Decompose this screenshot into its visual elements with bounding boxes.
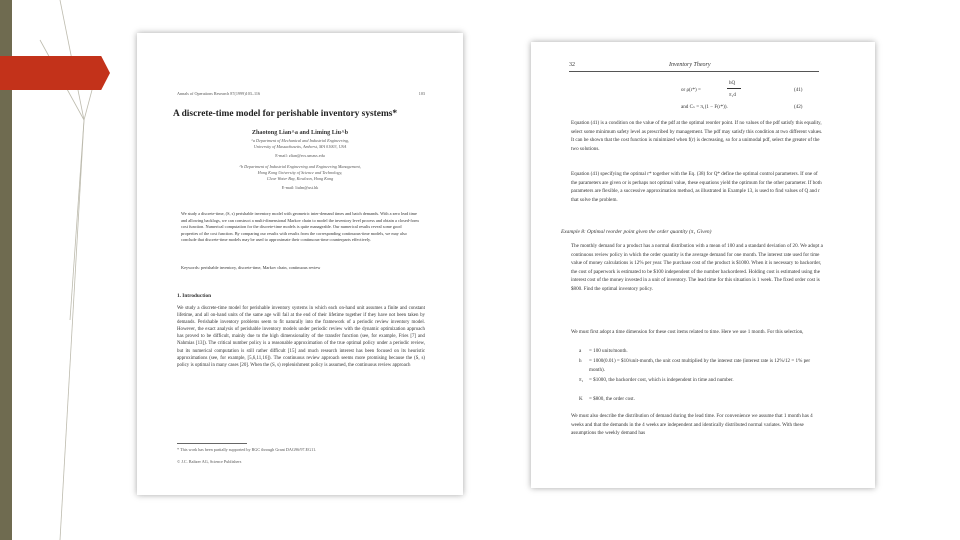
- keywords: Keywords: perishable inventory, discrete-time, Markov chain, continuous review: [181, 265, 321, 270]
- eq42: and Cₛ = π₁(1 − F(r*)).: [681, 104, 728, 110]
- abstract: We study a discrete-time, (S, s) perishable inventory model with geometric inter-demand times and batch demands. With a zero lead time and allowing backlogs, we can construct a multi-dimensional Markov chain to model the inventory level process and obtain a closed-form cost function. Numerical computation for the discrete-time models is quite manageable. Our numerical results reveal some good properties of the cost function. By comparing our results with results from the corresponding continuous-time models, we may also conclude that discrete-time models may be used to approximate their continuous-time counterparts effectively.: [181, 211, 419, 243]
- eq41-fraction-bar: [727, 88, 741, 89]
- affiliation-a-line1: ^a Department of Mechanical and Industrial Engineering,: [251, 138, 349, 143]
- red-accent-arrow: [0, 56, 110, 90]
- paragraph-3: The monthly demand for a product has a normal distribution with a mean of 100 and a standard deviation of 20. We adopt a continuous review policy in which the order quantity is the average demand for one month. The interest rate used for time value of money calculations is 12% per year. The purchase cost of the product is $1000. When it is necessary to backorder, the cost of paperwork is estimated to be $100 independent of the number backordered. Holding cost is estimated using the interest cost of the money invested in a unit of inventory. The lead time for this situation is 1 week. The fixed order cost is $800. Find the optimal inventory policy.: [571, 243, 823, 292]
- page-number: 103: [418, 91, 425, 96]
- email-b: E-mail: liulm@ust.hk: [281, 185, 319, 190]
- eq41-numerator: hQ: [729, 80, 736, 86]
- paragraph-2: Equation (41) specifying the optimal r* together with the Eq. (38) for Q* define the optimal control parameters. If one of the parameters are given or is perhaps not optimal value, these equations yield the optimum for the other parameter. If both parameters are flexible, a successive approximation method, as illustrated in Example 13, is used to find values of Q and r that solve the problem.: [571, 171, 822, 203]
- list-term: h: [579, 358, 582, 364]
- list-text: = 100 units/month.: [589, 348, 628, 354]
- list-term: π₁: [579, 377, 584, 383]
- list-term: a: [579, 348, 582, 354]
- affiliation-b-line2: Hong Kong University of Science and Technology,: [257, 170, 343, 175]
- footnote-rule: [177, 443, 247, 444]
- affiliation-b-line3: Clear Water Bay, Kowloon, Hong Kong: [266, 176, 334, 181]
- eq41-denominator: π₁d: [729, 92, 736, 98]
- paragraph-1: Equation (41) is a condition on the value of the pdf at the optimal reorder point. If no values of the pdf satisfy this equality, select some minimum safety level as prescribed by management. The pdf may satisfy this condition at two different values. It can be shown that the cost function is minimized when f(r) is decreasing, so for a unimodal pdf, select the greater of the two solutions.: [571, 120, 823, 152]
- list-term: K: [579, 396, 583, 402]
- list-text: = $800, the order cost.: [589, 396, 635, 402]
- running-title: Inventory Theory: [669, 62, 711, 68]
- affiliation-b-line1: ^b Department of Industrial Engineering and Engineering Management,: [239, 164, 361, 169]
- paper-page-right: [531, 42, 875, 488]
- journal-line: Annals of Operations Research 87(1999)103–116: [177, 91, 261, 96]
- footnote: * This work has been partially supported by RGC through Grant DAG96/97.EG11.: [177, 447, 317, 452]
- paragraph-5: We must also describe the distribution of demand during the lead time. For convenience we assume that 1 month has 4 weeks and that the demands in the 4 weeks are independent and identically distributed normal variates. With these assumptions the weekly demand has: [571, 413, 813, 436]
- authors: Zhaotong Lian^a and Liming Liu^b: [251, 129, 349, 136]
- example-heading: Example 8: Optimal reorder point given the order quantity (π₁ Given): [561, 229, 712, 235]
- email-a: E-mail: zlian@ecs.umass.edu: [275, 153, 325, 158]
- paragraph-4: We must first adopt a time dimension for these cost items related to time. Here we use 1 month. For this selection,: [571, 329, 804, 335]
- eq41-lhs: or ρ(r*) =: [681, 87, 701, 93]
- section-heading: 1. Introduction: [177, 293, 212, 299]
- eq41-label: (41): [794, 87, 803, 93]
- copyright: © J.C. Baltzer AG, Science Publishers: [177, 459, 242, 464]
- introduction-text: We study a discrete-time model for perishable inventory systems in which each on-hand unit assumes a finite and constant lifetime, and all on-hand units of the same age will fail at the end of their lifetime together if they have not been taken by demands. Perishable inventory problems seem to fit naturally into the framework of a periodic review inventory model. However, the exact analysis of perishable inventory models under periodic review with the dynamic optimization approach has proved to be difficult, mainly due to the high dimensionality of the transfer function (see, for example, Fries [7] and Nahmias [13]). The critical number policy is a reasonable approximation of the true optimal policy under a periodic review, but its numerical computation is still rather difficult [15] and much research interest has been focused on its heuristic approximations (see, for example, [5,6,11,16]). The continuous review approach seems more promising because the (S, s) policy is optimal in many cases [20]. When the (S, s) replenishment policy is assumed, the continuous review approach: [177, 306, 425, 368]
- paper-title: A discrete-time model for perishable inventory systems*: [173, 109, 398, 119]
- page-number: 32: [569, 62, 575, 68]
- list-text: = 1000(0.01) = $10/unit-month, the unit cost multiplied by the interest rate (interest rate is 12%/12 = 1% per month).: [589, 358, 811, 373]
- list-text: = $1000, the backorder cost, which is independent in time and number.: [589, 377, 734, 383]
- affiliation-a-line2: University of Massachusetts, Amherst, MA 01003, USA: [253, 144, 347, 149]
- paper-page-left: [137, 33, 463, 495]
- header-rule: [569, 71, 819, 72]
- eq42-label: (42): [794, 104, 803, 110]
